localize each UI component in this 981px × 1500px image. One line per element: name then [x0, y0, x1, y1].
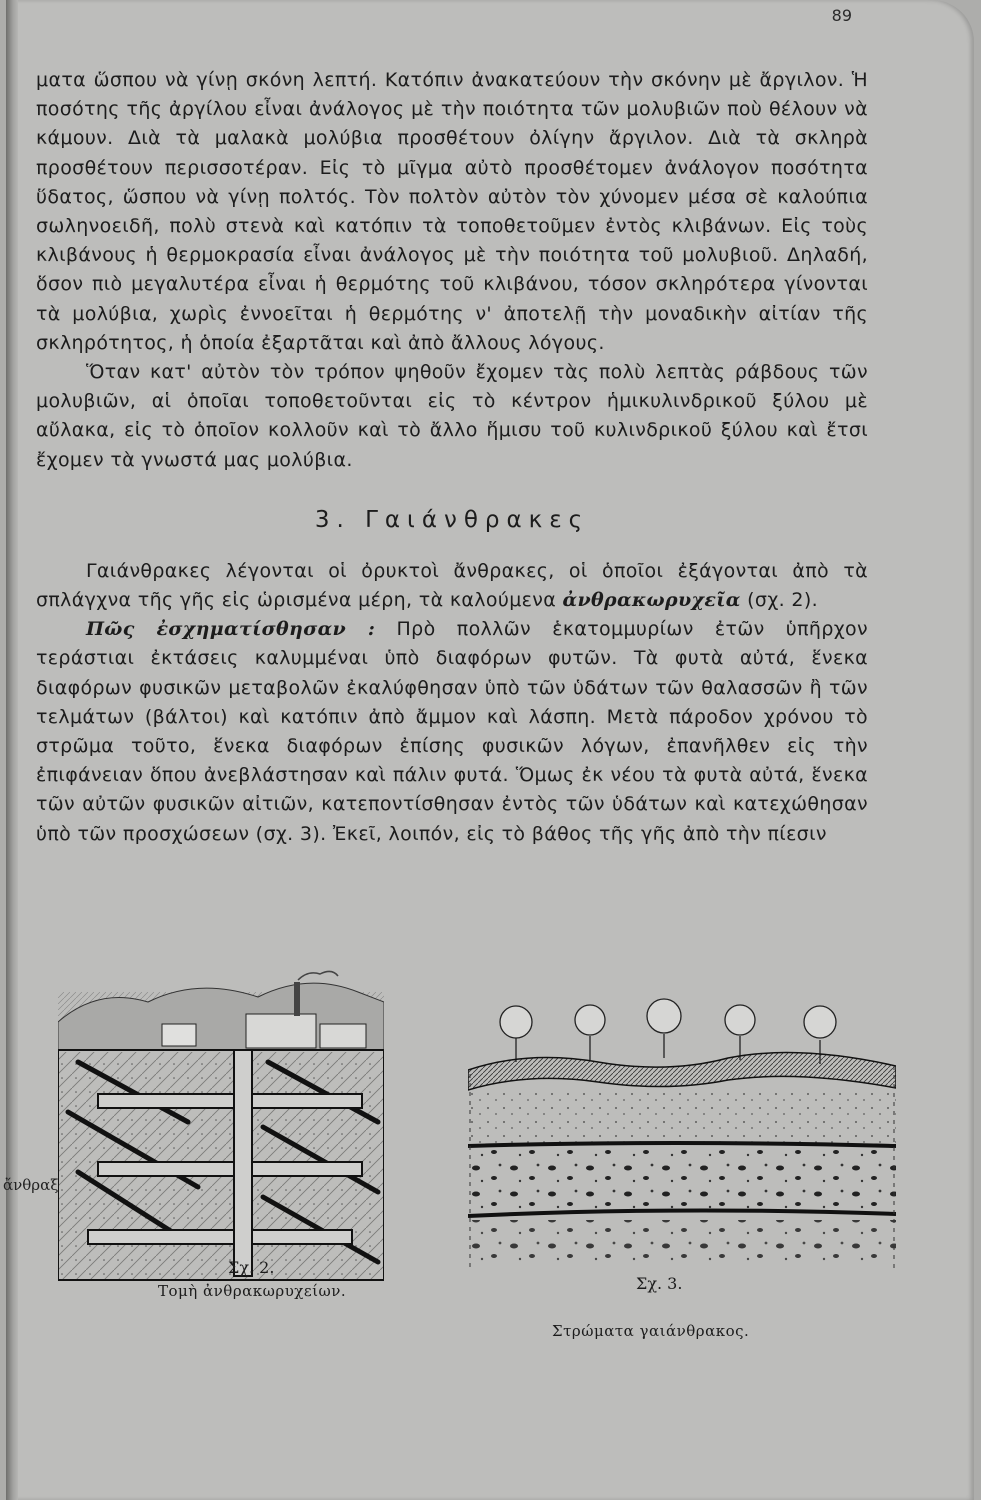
- pebble-layer: [468, 1150, 896, 1214]
- page-binding-shadow: [6, 0, 18, 1500]
- mine-shaft: [234, 1050, 252, 1276]
- coal-definition-text: Γαιάνθρακες λέγονται οἱ ὀρυκτοὶ ἄνθρακες, οἱ ὁποῖοι ἐξάγονται ἀπὸ τὰ σπλάγχνα τῆς γῆς εἰς ὡρισμένα μέρη, τὰ καλούμενα: [36, 559, 868, 612]
- paragraph-pencils: ματα ὥσπου νὰ γίνῃ σκόνη λεπτή. Κατόπιν ἀνακατεύουν τὴν σκόνην μὲ ἄργιλον. Ἡ ποσότης τῆς ἀργίλου εἶναι ἀνάλογος μὲ τὴν ποιότητα τῶν μολυβιῶν ποὺ θέλουν νὰ κάμουν. Διὰ τὰ μαλακὰ μολύβια προσθέτουν ὀλίγην ἄργιλον. Διὰ τὰ σκληρὰ προσθέτουν περισσοτέραν. Εἰς τὸ μῖγμα αὐτὸ προσθέτομεν ἀνάλογον ποσότητα ὕδατος, ὥσπου νὰ γίνῃ πολτός. Τὸν πολτὸν αὐτὸν τὸν χύνομεν μέσα σὲ καλούπια σωληνοειδῆ, πολὺ στενὰ καὶ κατόπιν τὰ τοποθετοῦμεν ἐντὸς κλιβάνων. Εἰς τοὺς κλιβάνους ἡ θερμοκρασία εἶναι ἀνάλογος μὲ τὴν ποιότητα τοῦ μολυβιοῦ. Δηλαδή, ὅσον πιὸ μεγαλυτέρα εἶναι ἡ θερμότης τοῦ κλιβάνου, τόσον σκληρότερα γίνονται τὰ μολύβια, χωρὶς ἐννοεῖται ἡ θερμότης ν' ἀποτελῇ τὴν μοναδικὴν αἰτίαν τῆς σκληρότητος, ἡ ὁποία ἐξαρτᾶται καὶ ἀπὸ ἄλλους λόγους.: [36, 69, 868, 354]
- page-number: 89: [831, 6, 852, 25]
- coal-formation-text: Πρὸ πολλῶν ἑκατομμυρίων ἐτῶν ὑπῆρχον τεράστιαι ἐκτάσεις καλυμμέναι ὑπὸ διαφόρων φυτῶν. Τὰ φυτὰ αὐτά, ἕνεκα διαφόρων φυσικῶν μεταβολῶν ἐκαλύφθησαν ὑπὸ τῶν ὑδάτων τῶν θαλασσῶν ἢ τῶν τελμάτων (βάλτοι) καὶ κατόπιν ἀπὸ ἄμμον καὶ λάσπη. Μετὰ πάροδον χρόνου τὸ στρῶμα τοῦτο, ἕνεκα διαφόρων ἐπίσης φυσικῶν λόγων, ἐπανῆλθεν εἰς τὴν ἐπιφάνειαν ὅπου ἀνεβλάστησαν καὶ πάλιν φυτά. Ὅμως ἐκ νέου τὰ φυτὰ αὐτά, ἕνεκα τῶν αὐτῶν φυσικῶν αἰτιῶν, κατεποντίσθησαν ἐντὸς τῶν ὑδάτων καὶ κατεχώθησαν ὑπὸ τῶν προσχώσεων (σχ. 3). Ἐκεῖ, λοιπόν, εἰς τὸ βάθος τῆς γῆς ἀπὸ τὴν πίεσιν: [36, 618, 868, 845]
- paragraph-coal-definition: [36, 557, 868, 615]
- body-text: [36, 66, 868, 849]
- coal-definition-ref: (σχ. 2).: [740, 589, 819, 612]
- chimney-smoke: [298, 971, 338, 980]
- coal-strata-illustration: [468, 978, 896, 1300]
- lower-pebble-layer: [468, 1220, 896, 1264]
- margin-label-coal: ἄνθραξ: [3, 1176, 59, 1194]
- figure-3-number: Σχ. 3.: [636, 1274, 683, 1293]
- factory-chimney: [294, 982, 300, 1016]
- building-right: [320, 1024, 366, 1048]
- figure-2-number: Σχ. 2.: [228, 1258, 275, 1277]
- figure-3-caption: Στρώματα γαιάνθρακος.: [552, 1322, 750, 1340]
- figure-coal-mine-section: [58, 962, 384, 1300]
- figure-2-caption: Τομὴ ἀνθρακωρυχείων.: [158, 1282, 347, 1300]
- coal-mine-illustration: [58, 962, 384, 1300]
- factory-building: [246, 1014, 316, 1048]
- section-heading: 3. Γαιάνθρακες: [314, 506, 590, 533]
- figure-coal-strata: [468, 978, 896, 1300]
- building-left: [162, 1024, 196, 1046]
- term-how-formed: Πῶς ἐσχηματίσθησαν :: [86, 618, 376, 641]
- term-coal-mines: ἀνθρακωρυχεῖα: [562, 589, 741, 612]
- paragraph-coal-formation: [36, 615, 868, 849]
- topsoil-layer: [468, 1053, 896, 1090]
- sand-layer: [468, 1090, 896, 1146]
- paragraph-pencil-rods: Ὅταν κατ' αὐτὸν τὸν τρόπον ψηθοῦν ἔχομεν τὰς πολὺ λεπτὰς ράβδους τῶν μολυβιῶν, αἱ ὁποῖαι τοποθετοῦνται εἰς τὸ κέντρον ἡμικυλινδρικοῦ ξύλου μὲ αὔλακα, εἰς τὸ ὁποῖον κολλοῦν καὶ τὸ ἄλλο ἥμισυ τοῦ κυλινδρικοῦ ξύλου καὶ ἔτσι ἔχομεν τὰ γνωστά μας μολύβια.: [36, 361, 868, 471]
